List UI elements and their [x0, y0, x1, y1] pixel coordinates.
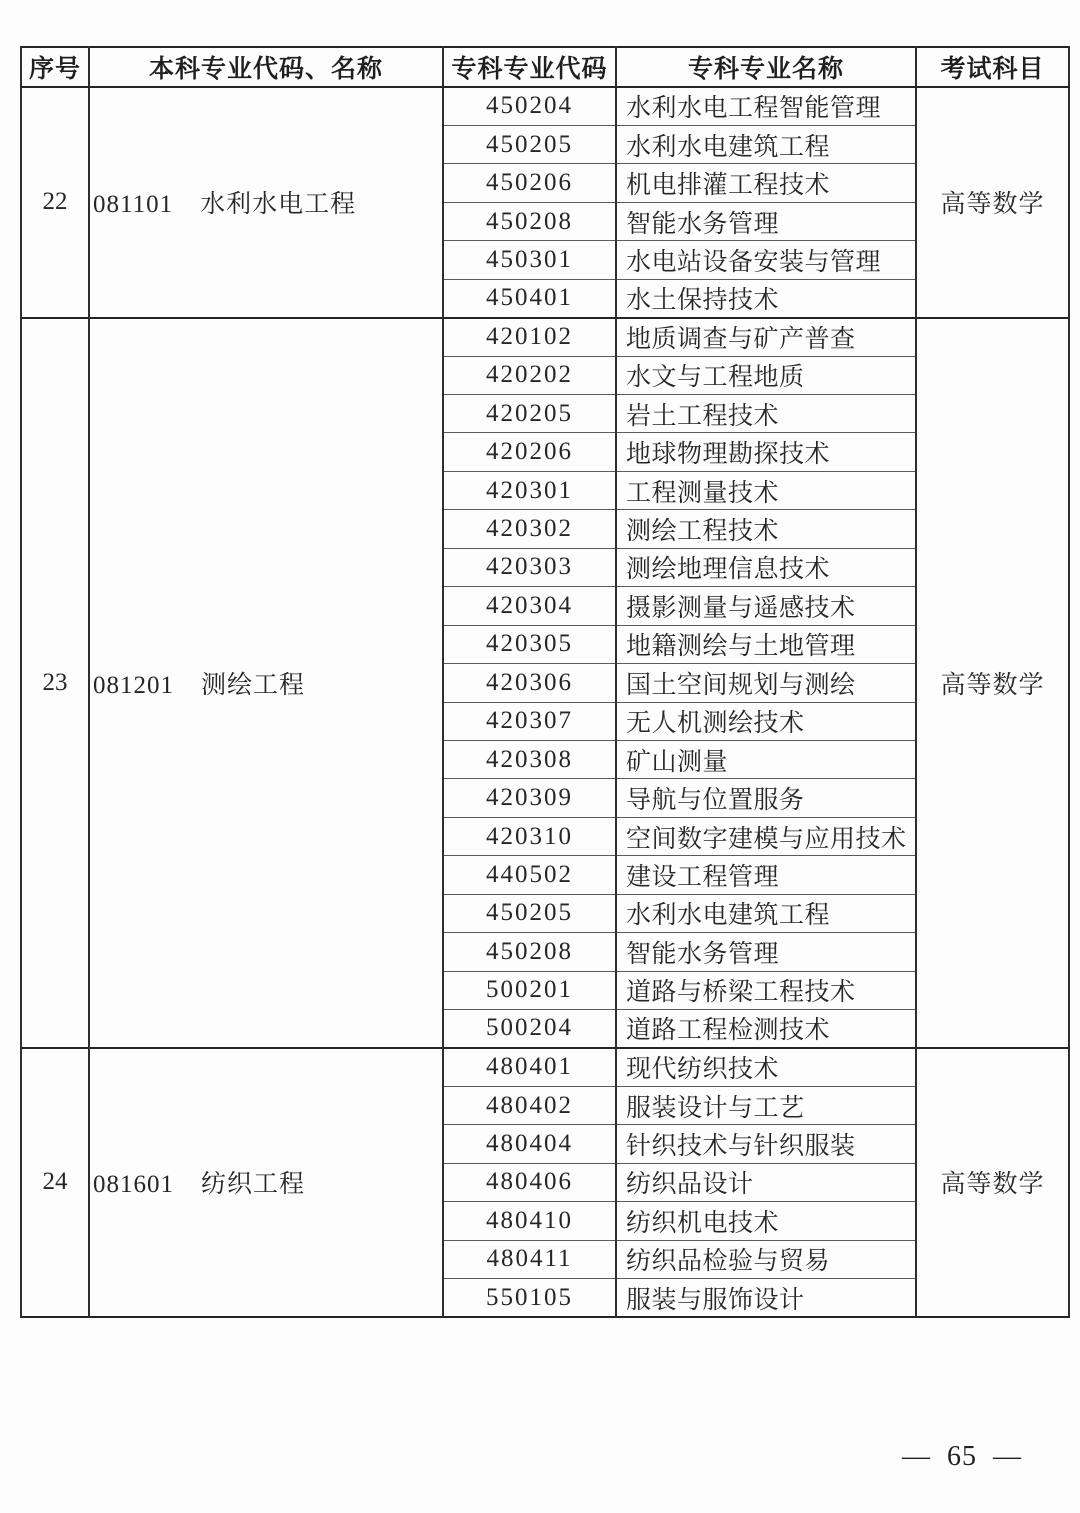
table-row: [21, 87, 1069, 125]
junior-name-cell: 矿山测量: [616, 740, 916, 778]
junior-code-cell: 450301: [443, 241, 616, 279]
junior-code-cell: 420304: [443, 587, 616, 625]
junior-code-cell: 420102: [443, 318, 616, 356]
junior-name-cell: 现代纺织技术: [616, 1048, 916, 1086]
junior-name-cell: 空间数字建模与应用技术: [616, 817, 916, 855]
junior-code-cell: 550105: [443, 1279, 616, 1317]
junior-code-cell: 420301: [443, 471, 616, 509]
junior-code-cell: 480411: [443, 1240, 616, 1278]
junior-name-cell: 导航与位置服务: [616, 779, 916, 817]
junior-code-cell: 480406: [443, 1163, 616, 1201]
junior-code-cell: 500201: [443, 971, 616, 1009]
bachelor-name: 测绘工程: [201, 671, 306, 699]
junior-code-cell: 450206: [443, 164, 616, 202]
junior-name-cell: 水文与工程地质: [616, 356, 916, 394]
seq-cell: 24: [21, 1048, 89, 1317]
junior-code-cell: 420305: [443, 625, 616, 663]
junior-code-cell: 420306: [443, 664, 616, 702]
junior-name-cell: 道路工程检测技术: [616, 1010, 916, 1048]
table-row: [21, 318, 1069, 356]
junior-name-cell: 测绘地理信息技术: [616, 548, 916, 586]
junior-code-cell: 420205: [443, 395, 616, 433]
junior-name-cell: 服装与服饰设计: [616, 1279, 916, 1317]
junior-name-cell: 建设工程管理: [616, 856, 916, 894]
bachelor-code: 081201: [93, 671, 174, 699]
junior-code-cell: 480410: [443, 1202, 616, 1240]
junior-name-cell: 工程测量技术: [616, 471, 916, 509]
junior-code-cell: 450208: [443, 933, 616, 971]
junior-name-cell: 测绘工程技术: [616, 510, 916, 548]
junior-name-cell: 道路与桥梁工程技术: [616, 971, 916, 1009]
junior-name-cell: 智能水务管理: [616, 202, 916, 240]
junior-name-cell: 水电站设备安装与管理: [616, 241, 916, 279]
header-junior-name: 专科专业名称: [616, 47, 916, 87]
bachelor-major-cell: [89, 318, 443, 1048]
page-number: — 65 —: [902, 1441, 1022, 1472]
junior-code-cell: 450205: [443, 894, 616, 932]
bachelor-major-cell: [89, 1048, 443, 1317]
junior-code-cell: 450208: [443, 202, 616, 240]
junior-name-cell: 针织技术与针织服装: [616, 1125, 916, 1163]
junior-name-cell: 水利水电建筑工程: [616, 125, 916, 163]
header-exam-subject: 考试科目: [916, 47, 1069, 87]
junior-name-cell: 无人机测绘技术: [616, 702, 916, 740]
junior-code-cell: 420303: [443, 548, 616, 586]
junior-name-cell: 智能水务管理: [616, 933, 916, 971]
exam-subject-cell: 高等数学: [916, 1048, 1069, 1317]
junior-name-cell: 纺织品检验与贸易: [616, 1240, 916, 1278]
header-junior-code: 专科专业代码: [443, 47, 616, 87]
junior-name-cell: 水土保持技术: [616, 279, 916, 317]
bachelor-name: 纺织工程: [201, 1171, 306, 1199]
junior-name-cell: 地质调查与矿产普查: [616, 318, 916, 356]
junior-code-cell: 450205: [443, 125, 616, 163]
junior-code-cell: 420206: [443, 433, 616, 471]
junior-name-cell: 纺织品设计: [616, 1163, 916, 1201]
bachelor-code: 081601: [93, 1171, 174, 1199]
table-header-row: [21, 47, 1069, 87]
junior-name-cell: 国土空间规划与测绘: [616, 664, 916, 702]
header-bachelor-major: 本科专业代码、名称: [89, 47, 443, 87]
junior-name-cell: 摄影测量与遥感技术: [616, 587, 916, 625]
junior-code-cell: 440502: [443, 856, 616, 894]
majors-table: [20, 46, 1070, 1318]
junior-code-cell: 420302: [443, 510, 616, 548]
seq-cell: 23: [21, 318, 89, 1048]
table-body: [21, 87, 1069, 1317]
bachelor-major-cell: [89, 87, 443, 318]
junior-code-cell: 450401: [443, 279, 616, 317]
header-seq: 序号: [21, 47, 89, 87]
junior-code-cell: 480404: [443, 1125, 616, 1163]
junior-code-cell: 480401: [443, 1048, 616, 1086]
bachelor-name: 水利水电工程: [200, 191, 357, 219]
exam-subject-cell: 高等数学: [916, 318, 1069, 1048]
junior-name-cell: 纺织机电技术: [616, 1202, 916, 1240]
junior-name-cell: 水利水电工程智能管理: [616, 87, 916, 125]
table-row: [21, 1048, 1069, 1086]
junior-code-cell: 420310: [443, 817, 616, 855]
junior-code-cell: 480402: [443, 1086, 616, 1124]
junior-name-cell: 地球物理勘探技术: [616, 433, 916, 471]
junior-name-cell: 水利水电建筑工程: [616, 894, 916, 932]
junior-name-cell: 机电排灌工程技术: [616, 164, 916, 202]
junior-code-cell: 450204: [443, 87, 616, 125]
bachelor-code: 081101: [93, 191, 174, 219]
seq-cell: 22: [21, 87, 89, 318]
junior-code-cell: 500204: [443, 1010, 616, 1048]
junior-code-cell: 420308: [443, 740, 616, 778]
junior-code-cell: 420307: [443, 702, 616, 740]
exam-subject-cell: 高等数学: [916, 87, 1069, 318]
junior-name-cell: 地籍测绘与土地管理: [616, 625, 916, 663]
junior-name-cell: 服装设计与工艺: [616, 1086, 916, 1124]
junior-code-cell: 420202: [443, 356, 616, 394]
junior-name-cell: 岩土工程技术: [616, 395, 916, 433]
junior-code-cell: 420309: [443, 779, 616, 817]
